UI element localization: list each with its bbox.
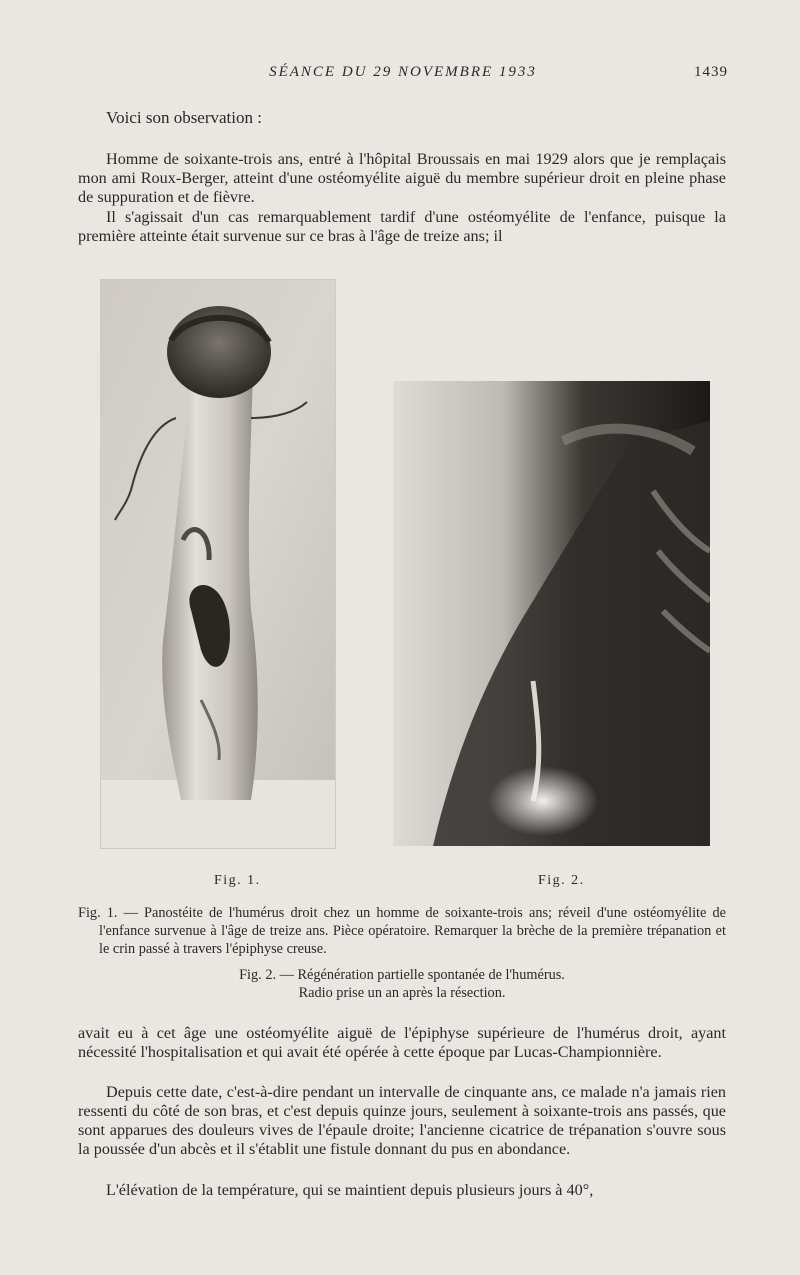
- paragraph-4: Depuis cette date, c'est-à-dire pendant un intervalle de cinquante ans, ce malade n'a jamais rien ressenti du côté de son bras, et c'est depuis quinze jours, seulement à soixante-trois ans passés, que sont apparues des douleurs vives de l'épaule droite; l'ancienne cicatrice de trépanation s'ouvre sous la poussée d'un abcès et il s'établit une fistule donnant du pus en abondance.: [78, 1083, 726, 1158]
- figure-1-label: Fig. 1.: [214, 873, 261, 888]
- figure-2-legend-line-1: Fig. 2. — Régénération partielle spontanée de l'humérus.: [239, 967, 565, 983]
- figure-2-label: Fig. 2.: [538, 873, 585, 888]
- paragraph-2: Il s'agissait d'un cas remarquablement tardif d'une ostéomyélite de l'enfance, puisque la première atteinte était survenue sur ce bras à l'âge de treize ans; il: [78, 208, 726, 245]
- intro-line: Voici son observation :: [106, 108, 262, 127]
- figure-2-legend: [78, 966, 726, 1002]
- figure-1-legend-text: Fig. 1. — Panostéite de l'humérus droit chez un homme de soixante-trois ans; réveil d'une ostéomyélite de l'enfance survenue à l'âge de treize ans. Pièce opératoire. Remarquer la brèche de la première trépanation et le crin passé à travers l'épiphyse creuse.: [78, 905, 726, 957]
- figure-2-legend-line-2: Radio prise un an après la résection.: [298, 985, 506, 1001]
- page-number: 1439: [694, 64, 728, 80]
- figure-2-radiograph: [393, 381, 710, 846]
- paragraph-5: L'élévation de la température, qui se maintient depuis plusieurs jours à 40°,: [106, 1181, 594, 1199]
- running-title: SÉANCE DU 29 NOVEMBRE 1933: [269, 64, 537, 80]
- running-header: [78, 64, 728, 86]
- paragraph-3: avait eu à cet âge une ostéomyélite aiguë de l'épiphyse supérieure de l'humérus droit, ayant nécessité l'hospitalisation et qui avait été opérée à cette époque par Lucas-Championnière.: [78, 1024, 726, 1061]
- figure-1-legend: [78, 904, 726, 958]
- paragraph-1: Homme de soixante-trois ans, entré à l'hôpital Broussais en mai 1929 alors que je remplaçais mon ami Roux-Berger, atteint d'une ostéomyélite aiguë du membre supérieur droit en pleine phase de suppuration et de fièvre.: [78, 150, 726, 206]
- figure-1-photo: [100, 279, 336, 849]
